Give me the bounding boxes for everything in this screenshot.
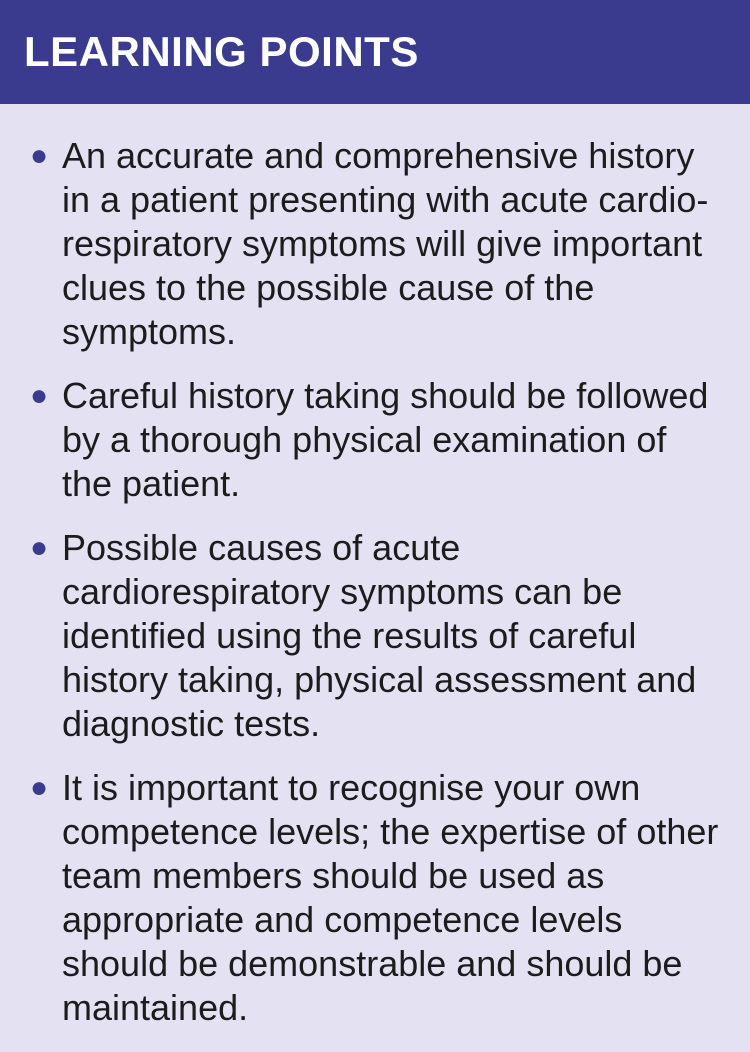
learning-point-1 bbox=[30, 134, 720, 354]
bullet-icon: ● bbox=[30, 379, 49, 412]
learning-points-title: LEARNING POINTS bbox=[24, 28, 419, 75]
learning-points-list bbox=[0, 104, 750, 1030]
learning-points-header bbox=[0, 0, 750, 104]
learning-point-text: Possible causes of acute cardiorespiratory symptoms can be identified using the results of careful history taking, physical assessment and diagnostic tests. bbox=[62, 527, 697, 744]
learning-point-3 bbox=[30, 526, 720, 746]
learning-point-2 bbox=[30, 374, 720, 506]
learning-point-text: Careful history taking should be followed by a thorough physical examination of the patient. bbox=[62, 375, 709, 504]
learning-point-4 bbox=[30, 766, 720, 1030]
bullet-icon: ● bbox=[30, 139, 49, 172]
bullet-icon: ● bbox=[30, 771, 49, 804]
learning-point-text: It is important to recognise your own competence levels; the expertise of other team members should be used as appropriate and competence levels should be demonstrable and should be maintained. bbox=[62, 767, 719, 1028]
bullet-icon: ● bbox=[30, 531, 49, 564]
learning-point-text: An accurate and comprehensive history in a patient presenting with acute cardio-respiratory symptoms will give important clues to the possible cause of the symptoms. bbox=[62, 135, 709, 352]
